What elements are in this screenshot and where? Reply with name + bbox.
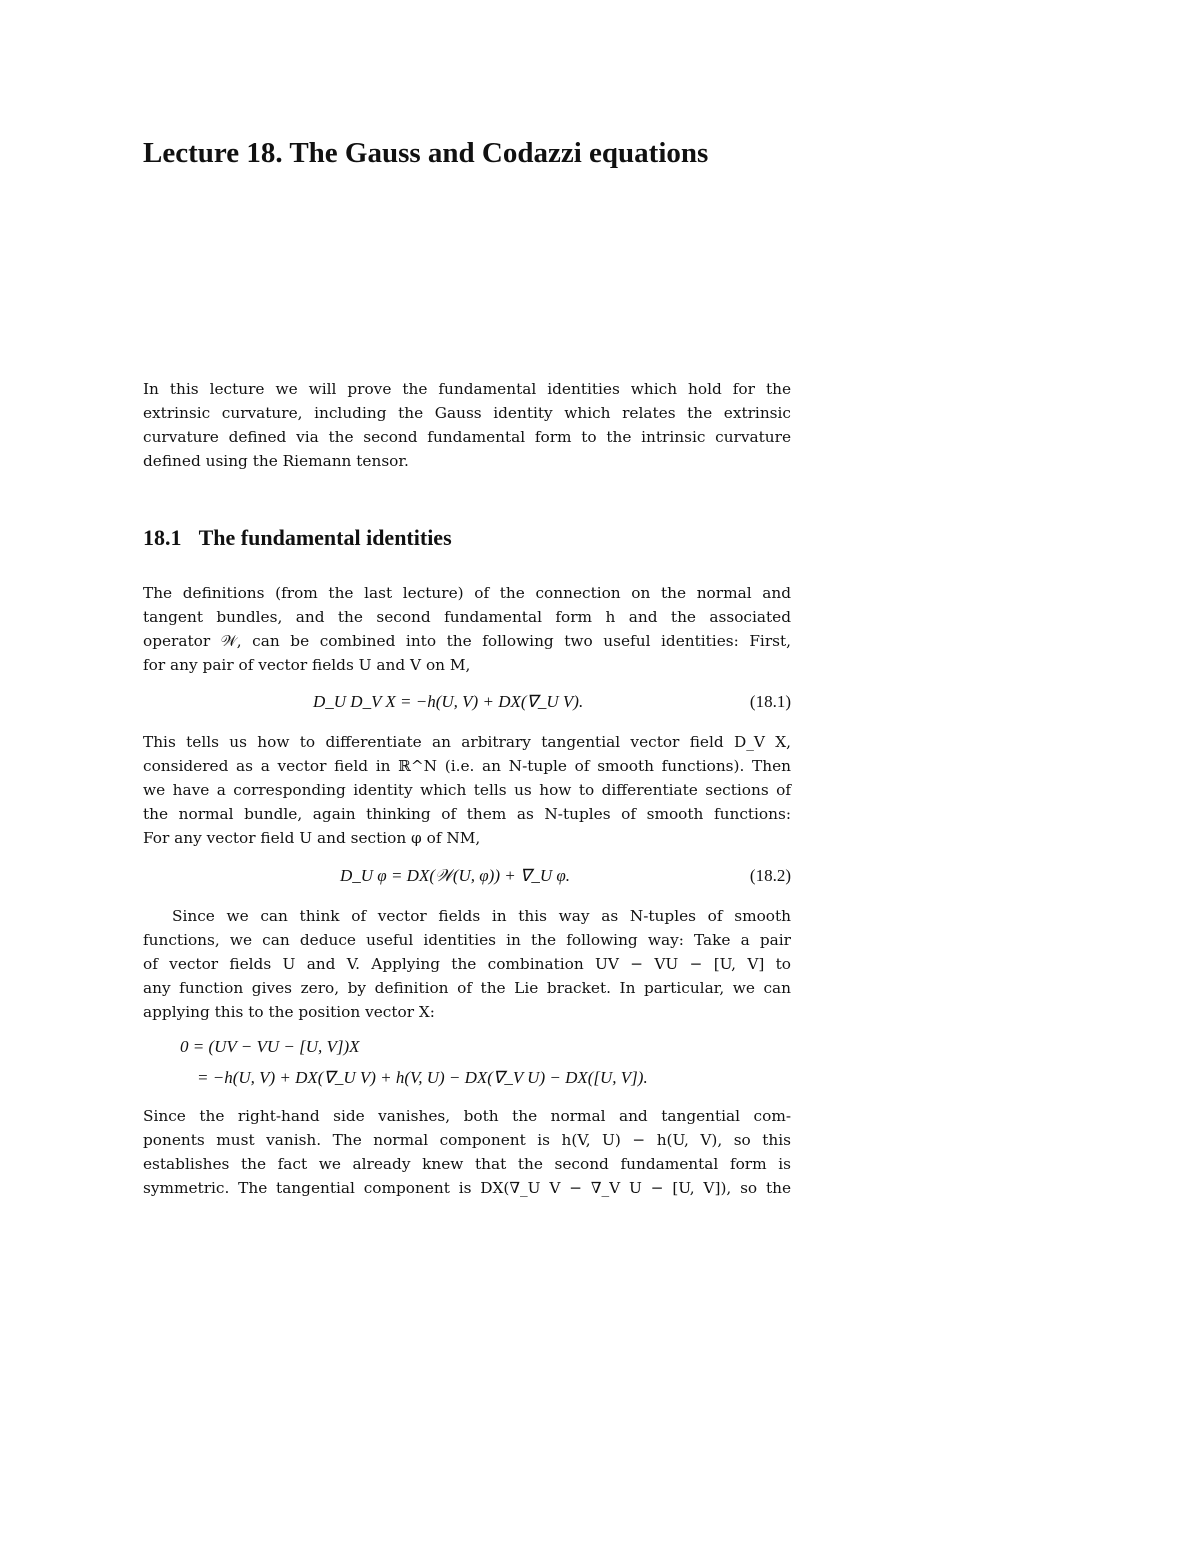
text-line: tangent bundles, and the second fundamental form h and the associated (143, 608, 791, 626)
paragraph-symmetry (143, 1104, 791, 1200)
text-line: any function gives zero, by definition of the Lie bracket. In particular, we can (143, 979, 791, 997)
text-line: we have a corresponding identity which tells us how to differentiate sections of (143, 781, 791, 799)
text-line: This tells us how to differentiate an arbitrary tangential vector field D_V X, (143, 733, 791, 751)
text-line: the normal bundle, again thinking of them as N-tuples of smooth functions: (143, 805, 791, 823)
section-heading (143, 524, 452, 552)
text-line: establishes the fact we already knew that the second fundamental form is (143, 1155, 791, 1173)
equation-aligned-line-2: = −h(U, V) + DX(∇_U V) + h(V, U) − DX(∇_V U) − DX([U, V]). (197, 1068, 648, 1087)
text-line: curvature defined via the second fundamental form to the intrinsic curvature (143, 428, 791, 446)
equation-18-2 (143, 863, 791, 889)
text-line: For any vector field U and section φ of NM, (143, 829, 481, 847)
text-line: Since the right-hand side vanishes, both the normal and tangential com- (143, 1107, 791, 1125)
text-line: symmetric. The tangential component is DX(∇_U V − ∇_V U − [U, V]), so the (143, 1179, 791, 1197)
section-number: 18.1 (143, 525, 182, 550)
lecture-title: Lecture 18. The Gauss and Codazzi equations (143, 137, 709, 169)
section-title: The fundamental identities (198, 525, 452, 550)
text-line: of vector fields U and V. Applying the combination UV − VU − [U, V] to (143, 955, 791, 973)
text-line: Since we can think of vector fields in this way as N-tuples of smooth (172, 907, 791, 925)
text-line: extrinsic curvature, including the Gauss identity which relates the extrinsic (143, 404, 791, 422)
equation-number: (18.2) (749, 866, 791, 885)
text-line: In this lecture we will prove the fundamental identities which hold for the (143, 380, 791, 398)
paragraph-definitions (143, 581, 791, 677)
text-line: ponents must vanish. The normal component is h(V, U) − h(U, V), so this (143, 1131, 791, 1149)
intro-paragraph (143, 377, 791, 473)
text-line: applying this to the position vector X: (143, 1003, 435, 1021)
text-line: functions, we can deduce useful identities in the following way: Take a pair (143, 931, 791, 949)
text-line: operator 𝒲, can be combined into the following two useful identities: First, (143, 632, 791, 650)
equation-body: D_U D_V X = −h(U, V) + DX(∇_U V). (313, 692, 584, 711)
equation-18-1 (143, 689, 791, 715)
text-line: defined using the Riemann tensor. (143, 452, 409, 470)
paragraph-tangential (143, 730, 791, 850)
equation-body: D_U φ = DX(𝒲(U, φ)) + ∇_U φ. (340, 866, 571, 885)
equation-number: (18.1) (749, 692, 791, 711)
equation-aligned-line-1: 0 = (UV − VU − [U, V])X (180, 1037, 360, 1056)
paragraph-lie-bracket (143, 904, 791, 1024)
text-line: The definitions (from the last lecture) of the connection on the normal and (143, 584, 791, 602)
text-line: considered as a vector field in ℝ^N (i.e. an N-tuple of smooth functions). Then (143, 757, 791, 775)
text-line: for any pair of vector fields U and V on M, (143, 656, 471, 674)
